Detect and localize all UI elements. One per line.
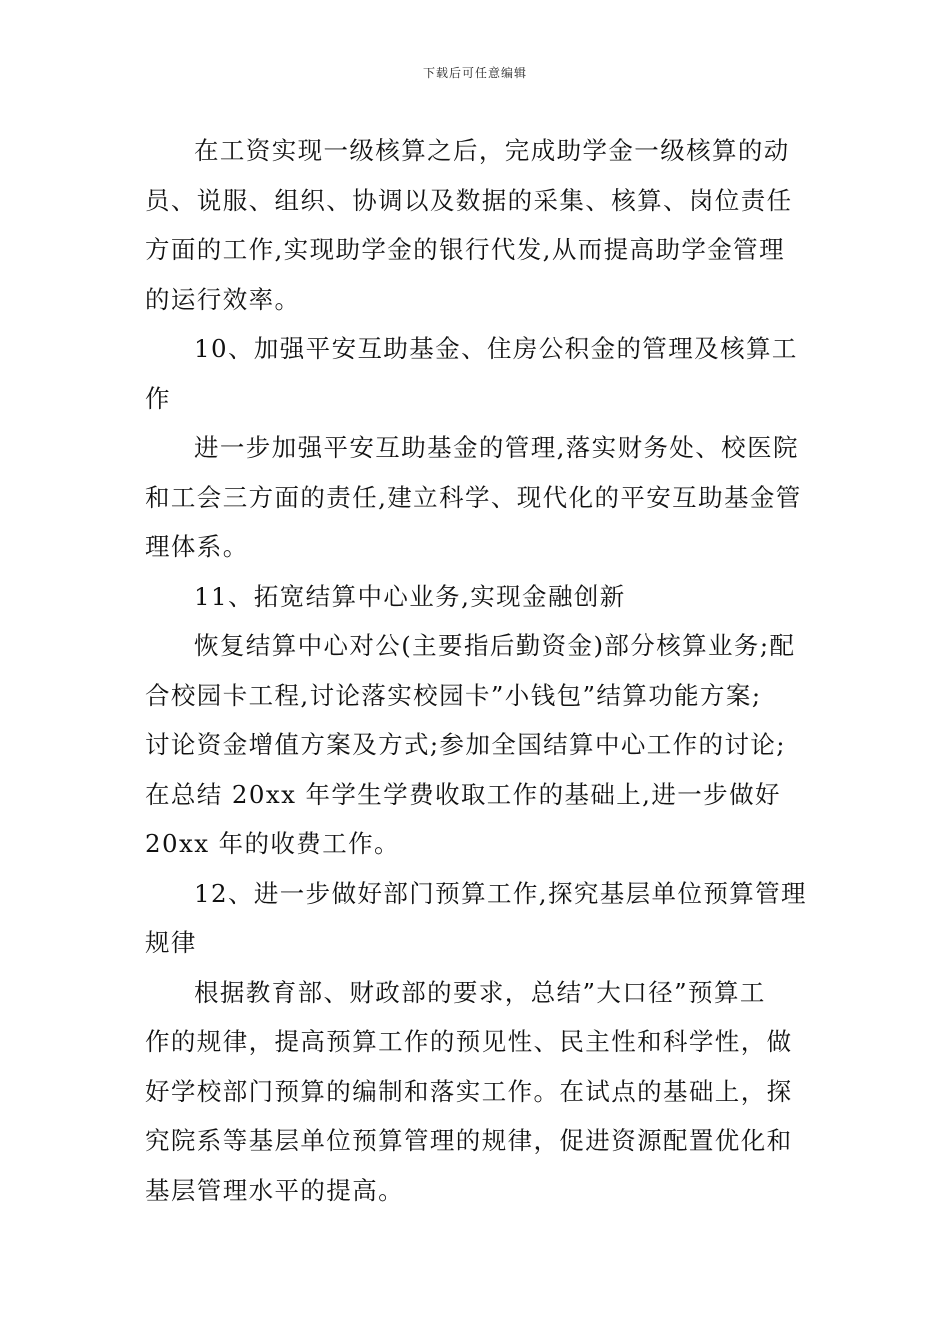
text-line: 理体系。 <box>145 532 249 561</box>
text-line: 的运行效率。 <box>145 284 301 314</box>
text-line: 作 <box>145 383 171 413</box>
page-header-note: 下载后可任意编辑 <box>422 66 527 80</box>
document-body <box>145 126 807 1215</box>
paragraph-payroll-stipend <box>145 126 807 324</box>
paragraph-budget-work <box>145 968 807 1216</box>
text-line: 根据教育部、财政部的要求，总结”大口径”预算工 <box>194 977 766 1007</box>
text-line: 20xx 年的收费工作。 <box>145 829 400 858</box>
text-line: 究院系等基层单位预算管理的规律，促进资源配置优化和 <box>145 1126 793 1155</box>
text-line: 基层管理水平的提高。 <box>145 1175 404 1205</box>
text-line: 和工会三方面的责任,建立科学、现代化的平安互助基金管 <box>145 482 802 512</box>
text-line: 12、进一步做好部门预算工作,探究基层单位预算管理 <box>194 878 807 908</box>
text-line: 在总结 20xx 年学生学费收取工作的基础上,进一步做好 <box>145 779 781 809</box>
text-line: 员、说服、组织、协调以及数据的采集、核算、岗位责任 <box>145 185 793 215</box>
text-line: 在工资实现一级核算之后，完成助学金一级核算的动 <box>194 136 790 165</box>
text-line: 讨论资金增值方案及方式;参加全国结算中心工作的讨论; <box>145 730 786 759</box>
heading-item-12 <box>145 869 807 968</box>
text-line: 好学校部门预算的编制和落实工作。在试点的基础上，探 <box>145 1076 793 1106</box>
text-line: 合校园卡工程,讨论落实校园卡”小钱包”结算功能方案; <box>145 680 762 710</box>
text-line: 方面的工作,实现助学金的银行代发,从而提高助学金管理 <box>145 235 785 264</box>
text-line: 作的规律，提高预算工作的预见性、民主性和科学性，做 <box>145 1027 793 1056</box>
heading-item-11 <box>145 572 807 622</box>
heading-item-10 <box>145 324 807 423</box>
text-line: 进一步加强平安互助基金的管理,落实财务处、校医院 <box>194 433 799 462</box>
paragraph-mutual-aid-fund <box>145 423 807 572</box>
paragraph-settlement-center <box>145 621 807 869</box>
text-line: 规律 <box>145 928 197 957</box>
text-line: 10、加强平安互助基金、住房公积金的管理及核算工 <box>194 334 798 363</box>
text-line: 11、拓宽结算中心业务,实现金融创新 <box>194 581 626 611</box>
text-line: 恢复结算中心对公(主要指后勤资金)部分核算业务;配 <box>194 631 796 660</box>
